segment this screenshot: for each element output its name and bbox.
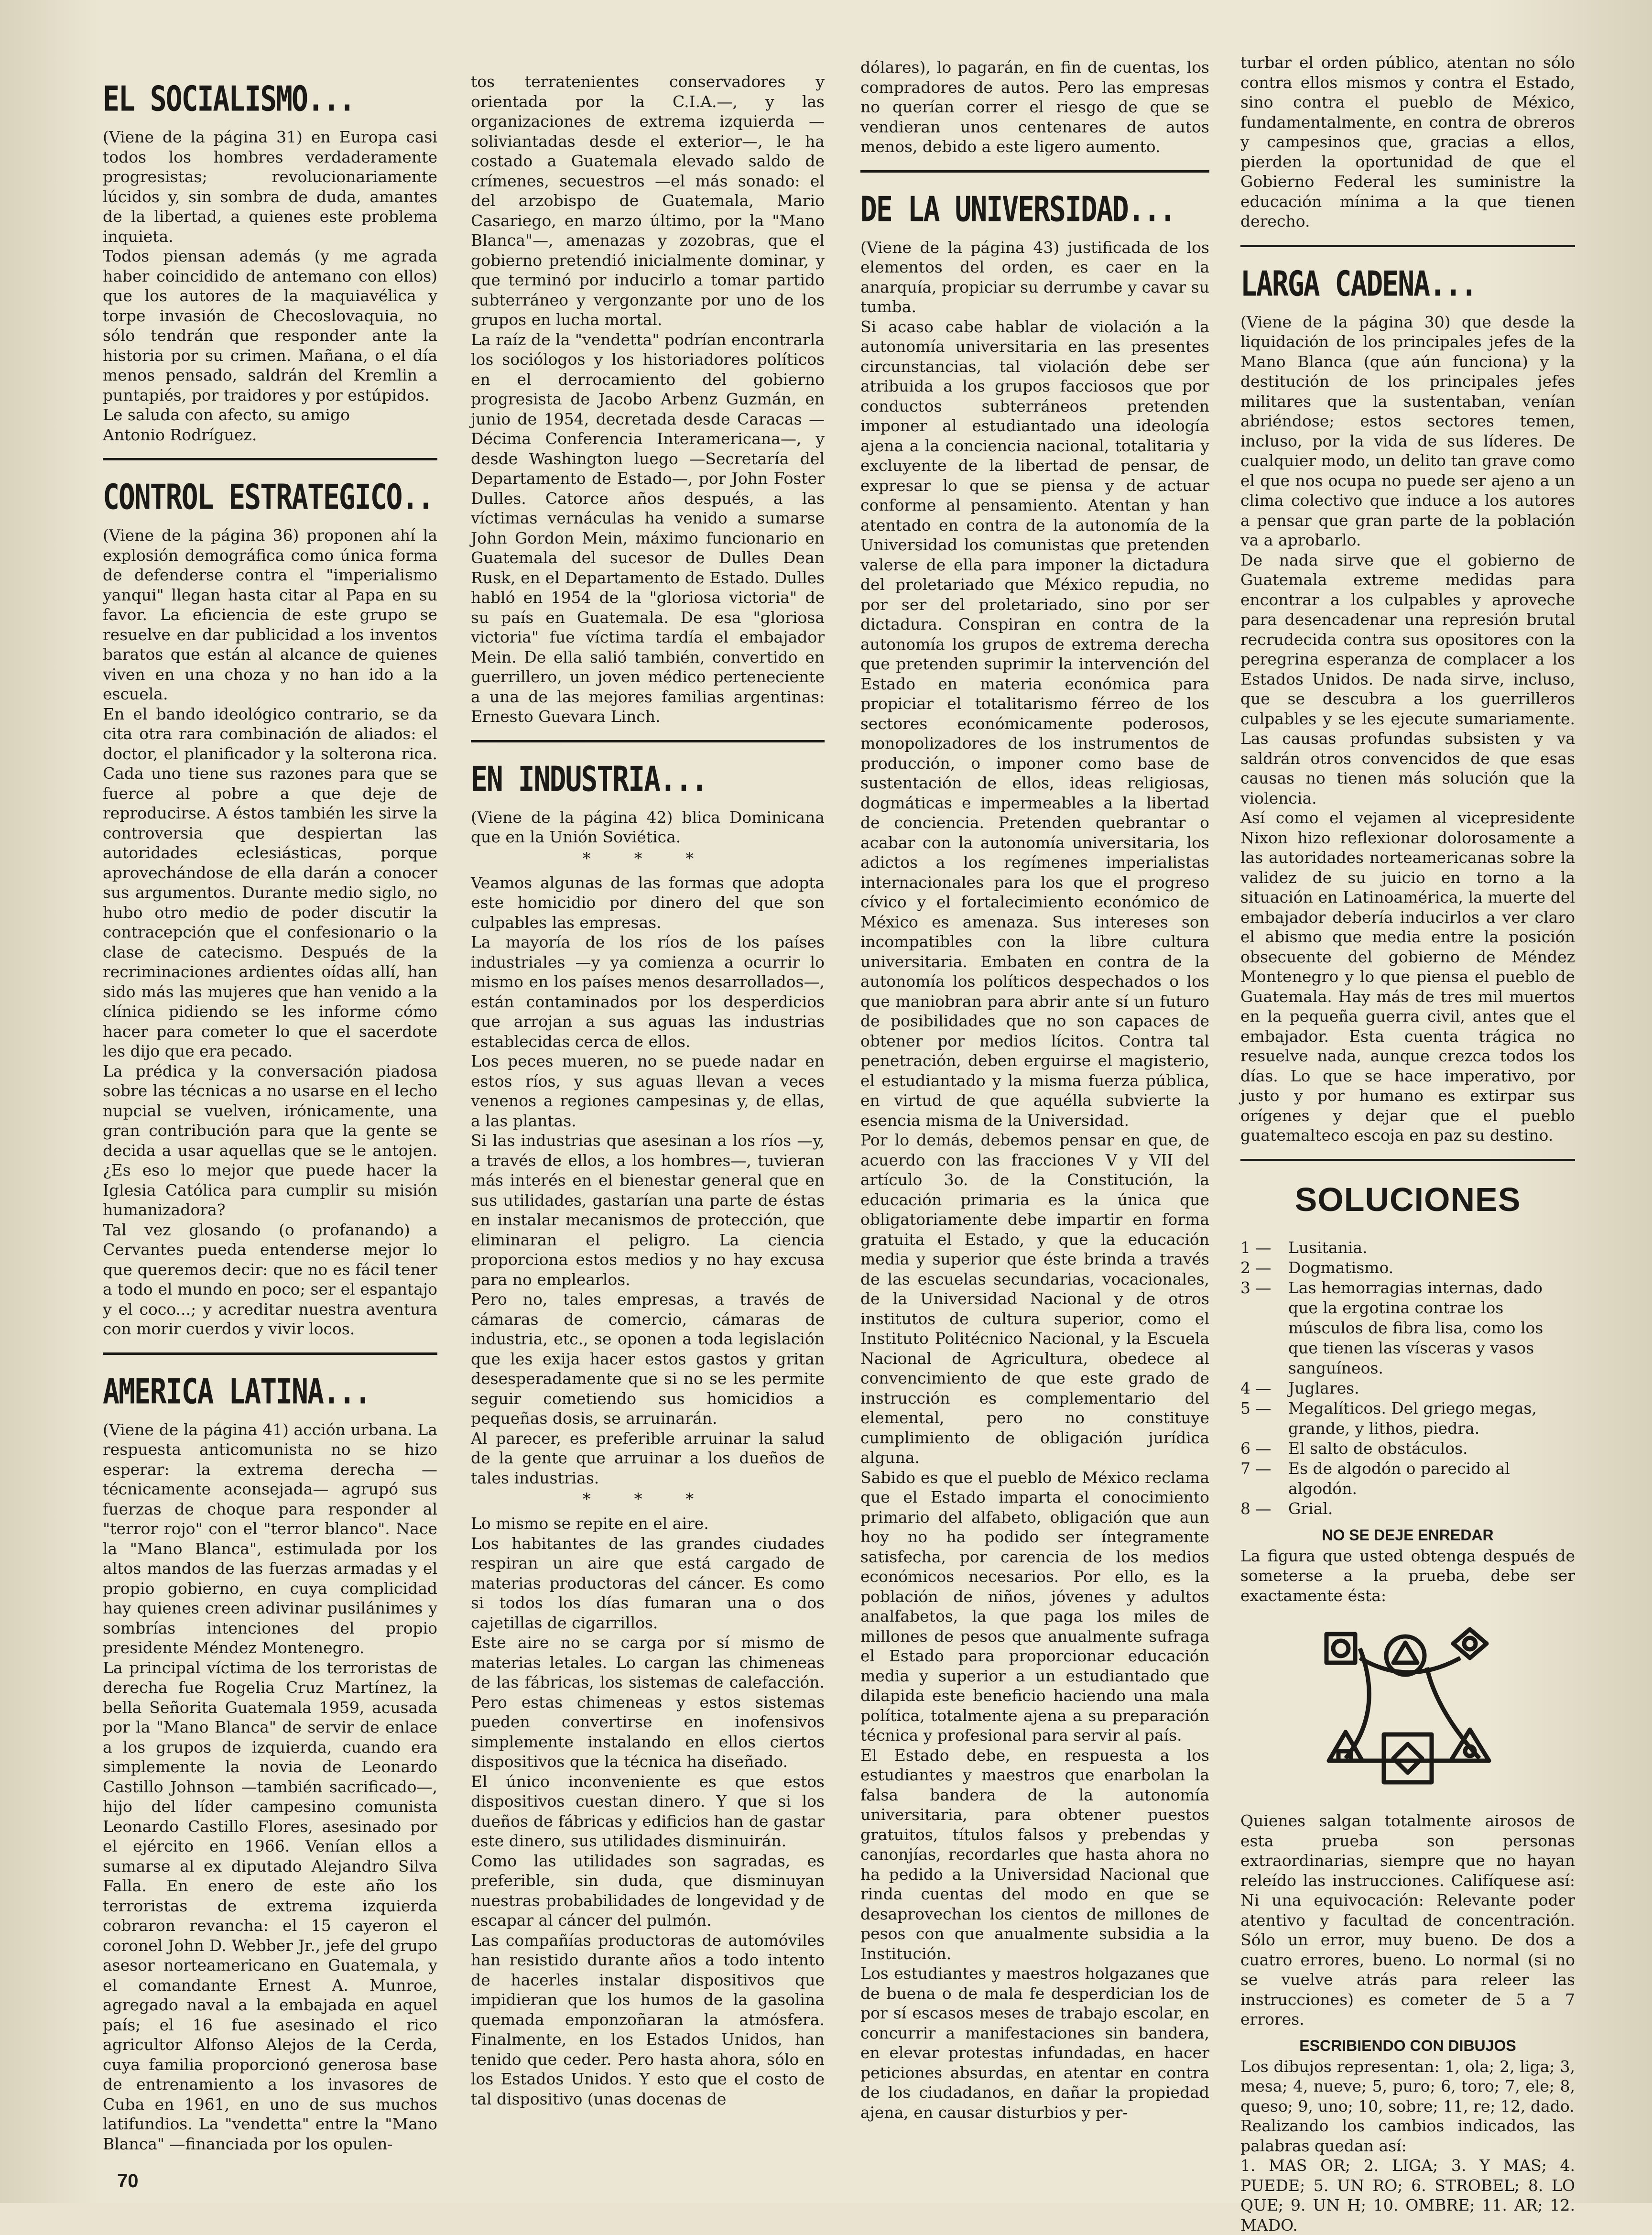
item-number: 8 — xyxy=(1240,1499,1288,1519)
column-3 xyxy=(860,57,1209,2122)
subheading: ESCRIBIENDO CON DIBUJOS xyxy=(1240,2037,1575,2055)
divider xyxy=(471,740,825,742)
article-text: La figura que usted obtenga después de someterse a la prueba, debe ser exactamente ésta: xyxy=(1240,1546,1575,1606)
article-title: EN INDUSTRIA... xyxy=(471,762,825,796)
list-item xyxy=(1240,1398,1575,1439)
article-text: Los dibujos representan: 1, ola; 2, liga; 3, mesa; 4, nueve; 5, puro; 6, toro; 7, ele; 8, queso; 9, uno; 10, sobre; 11, re; 12, dado. Realizando los cambios indicados, las palabras quedan así: 1. MAS OR; 2. LIGA; 3. Y MAS; 4. PUEDE; 5. UN RO; 6. STROBEL; 8. LO QUE; 9. UN H; 10. OMBRE; 11. AR; 12. MADO. xyxy=(1240,2057,1575,2235)
list-item xyxy=(1240,1499,1575,1519)
item-text: Es de algodón o parecido al algodón. xyxy=(1288,1459,1575,1499)
puzzle-figure-icon xyxy=(1240,1615,1575,1806)
page-number: 70 xyxy=(117,2170,139,2192)
item-number: 7 — xyxy=(1240,1459,1288,1499)
item-number: 1 — xyxy=(1240,1238,1288,1258)
divider xyxy=(860,170,1209,173)
column-4 xyxy=(1240,53,1575,2235)
list-item xyxy=(1240,1238,1575,1258)
column-2 xyxy=(471,72,825,2109)
article-text: dólares), lo pagarán, en fin de cuentas, los compradores de autos. Pero las empresas no querían correr el riesgo de que se vendieran unos centenares de autos menos, debido a este ligero aumento. xyxy=(860,57,1209,157)
article-title: AMERICA LATINA... xyxy=(103,1374,437,1409)
item-text: Lusitania. xyxy=(1288,1238,1368,1258)
article-text: Quienes salgan totalmente airosos de esta prueba son personas extraordinarias, siempre que no hayan releído las instrucciones. Califíquese así: Ni una equivocación: Relevante poder atentivo y facultad de concentración. Sólo un error, muy bueno. De dos a cuatro errores, bueno. Lo normal (si no se vuelve atrás para releer las instrucciones) es cometer de 5 a 7 errores. xyxy=(1240,1811,1575,2029)
list-item xyxy=(1240,1439,1575,1459)
item-number: 4 — xyxy=(1240,1378,1288,1398)
divider xyxy=(1240,245,1575,247)
item-text: Grial. xyxy=(1288,1499,1333,1519)
article-text: tos terratenientes conservadores y orientada por la C.I.A.—, y las organizaciones de extrema izquierda —soliviantadas desde el exterior—, le ha costado a Guatemala elevado saldo de crímenes, secuestros —el más sonado: el del arzobispo de Guatemala, Mario Casariego, en marzo último, por la "Mano Blanca"—, amenazas y zozobras, que el gobierno pretendió inicialmente dominar, y que terminó por inducirlo a tomar partido subterráneo y vergonzante por uno de los grupos en lucha mortal. La raíz de la "vendetta" podrían encontrarla los sociólogos y los historiadores políticos en el derrocamiento del gobierno progresista de Jacobo Arbenz Guzmán, en junio de 1954, decretada desde Caracas —Décima Conferencia Interamericana—, y desde Washington luego —Secretaría del Departamento de Estado—, por John Foster Dulles. Catorce años después, a las víctimas vernáculas ha venido a sumarse John Gordon Mein, máximo funcionario en Guatemala del sucesor de Dulles Dean Rusk, en el Departamento de Estado. Dulles habló en 1954 de la "gloriosa victoria" de su país en Guatemala. De esa "gloriosa victoria" fue víctima tardía el embajador Mein. De ella salió también, convertido en guerrillero, un joven médico perteneciente a una de las mejores familias argentinas: Ernesto Guevara Linch. xyxy=(471,72,825,727)
divider xyxy=(103,458,437,460)
divider xyxy=(1240,1159,1575,1161)
item-number: 6 — xyxy=(1240,1439,1288,1459)
item-text: El salto de obstáculos. xyxy=(1288,1439,1468,1459)
article-title: LARGA CADENA... xyxy=(1240,266,1575,301)
article-text: Lo mismo se repite en el aire. Los habitantes de las grandes ciudades respiran un aire que está cargado de materias productoras del cáncer. Es como si todos los días fumaran una o dos cajetillas de cigarrillos. Este aire no se carga por sí mismo de materias letales. Lo cargan las chimeneas de las fábricas, los sistemas de calefacción. Pero estas chimeneas y estos sistemas pueden convertirse en inofensivos simplemente instalando en ellos ciertos dispositivos que la técnica ha diseñado. El único inconveniente es que estos dispositivos cuestan dinero. Y que si los dueños de fábricas y edificios han de gastar este dinero, sus utilidades disminuirán. Como las utilidades son sagradas, es preferible, sin duda, que disminuyan nuestras probabilidades de longevidad y de escapar al cáncer del pulmón. Las compañías productoras de automóviles han resistido durante años a todo intento de hacerles instalar dispositivos que impidieran que los humos de la gasolina quemada emponzoñaran la atmósfera. Finalmente, en los Estados Unidos, han tenido que ceder. Pero hasta ahora, sólo en los Estados Unidos. Y esto que el costo de tal dispositivo (unas docenas de xyxy=(471,1514,825,2109)
item-text: Juglares. xyxy=(1288,1378,1359,1398)
list-item xyxy=(1240,1459,1575,1499)
item-text: Dogmatismo. xyxy=(1288,1258,1393,1278)
article-text: turbar el orden público, atentan no sólo contra ellos mismos y contra el Estado, sino contra el pueblo de México, fundamentalmente, en contra de obreros y campesinos que, gracias a ellos, pierden la oportunidad de que el Gobierno Federal les suministre la educación mínima a la que tienen derecho. xyxy=(1240,53,1575,231)
article-text: (Viene de la página 43) justificada de los elementos del orden, es caer en la anarquía, propiciar su derrumbe y cavar su tumba. Si acaso cabe hablar de violación a la autonomía universitaria en las presentes circunstancias, tal violación debe ser atribuida a los grupos facciosos que por conductos subterráneos pretenden imponer al estudiantado una ideología ajena a la conciencia nacional, totalitaria y excluyente de la libertad de pensar, de expresar lo que se piensa y de actuar conforme al pensamiento. Atentan y han atentado en contra de la autonomía de la Universidad los comunistas que pretenden valerse de ella para imponer la dictadura del proletariado que México repudia, no por ser del proletariado, sino por ser dictadura. Conspiran en contra de la autonomía los grupos de extrema derecha que pretenden suprimir la intervención del Estado en materia económica para propiciar el totalitarismo férreo de los sectores económicamente poderosos, monopolizadores de los instrumentos de producción, o imponer como base de sustentación de ellos, ideas religiosas, dogmáticas e impermeables a la libertad de conciencia. Pretenden quebrantar o acabar con la autonomía universitaria, los adictos a los regímenes imperialistas internacionales para los que el progreso cívico y el fortalecimiento económico de México es amenaza. Sus intereses son incompatibles con la libre cultura universitaria. Embaten en contra de la autonomía los políticos despechados o los que maniobran para abrir ante sí un futuro de posibilidades que no son capaces de obtener por medios lícitos. Contra tal penetración, deben erguirse el magisterio, el estudiantado y la misma fuerza pública, en virtud de que aquélla subvierte la esencia misma de la Universidad. Por lo demás, debemos pensar en que, de acuerdo con las fracciones V y VII del artículo 3o. de la Constitución, la educación primaria es la única que obligatoriamente debe impartir en forma gratuita el Estado, y que la educación media y superior que éste brinda a través de las escuelas secundarias, vocacionales, de la Universidad Nacional y de otros institutos de cultura superior, como el Instituto Politécnico Nacional, y la Escuela Nacional de Agricultura, obedece al convencimiento de que este grado de instrucción es complementario del elemental, pero no constituye cumplimiento de obligación jurídica alguna. Sabido es que el pueblo de México reclama que el Estado imparta el conocimiento primario del alfabeto, obligación que aun hoy no ha podido ser íntegramente satisfecha, por carencia de los medios económicos necesarios. Por ello, es la población de niños, jóvenes y adultos analfabetos, la que paga los miles de millones de pesos que anualmente sufraga el Estado para proporcionar educación media y superior a un estudiantado que dilapida este beneficio haciendo una mala política, totalmente ajena a su preparación técnica y profesional para servir al país. El Estado debe, en respuesta a los estudiantes y maestros que enarbolan la falsa bandera de la autonomía universitaria, para obtener puestos gratuitos, títulos falsos y prebendas y canonjías, recordarles que hasta ahora no ha pedido a la Universidad Nacional que rinda cuentas del modo en que se desaprovechan los cientos de millones de pesos con que anualmente subsidia a la Institución. Los estudiantes y maestros holgazanes que de buena o de mala fe desperdician los de por sí escasos meses de trabajo escolar, en concurrir a manifestaciones sin bandera, en elevar protestas infundadas, en hacer peticiones absurdas, en atentar en contra de los ciudadanos, en dañar la propiedad ajena, en causar disturbios y per- xyxy=(860,238,1209,2123)
item-number: 3 — xyxy=(1240,1278,1288,1378)
article-text: (Viene de la página 31) en Europa casi todos los hombres verdaderamente progresistas; revolucionariamente lúcidos y, sin sombra de duda, amantes de la libertad, a quienes este problema inquieta. Todos piensan además (y me agrada haber coincidido de antemano con ellos) que los autores de la maquiavélica y torpe invasión de Checoslovaquia, no sólo tendrán que responder ante la historia por su crimen. Mañana, o el día menos pensado, saldrán del Kremlin a puntapiés, por traidores y por estúpidos. Le saluda con afecto, su amigo Antonio Rodríguez. xyxy=(103,127,437,445)
solutions-list xyxy=(1240,1238,1575,1519)
article-title: CONTROL ESTRATEGICO.. xyxy=(103,480,437,514)
puzzle-figure-icon xyxy=(1317,1615,1499,1797)
article-title: EL SOCIALISMO... xyxy=(103,81,437,116)
soluciones-title: SOLUCIONES xyxy=(1240,1180,1575,1219)
item-text: Las hemorragias internas, dado que la ergotina contrae los músculos de fibra lisa, como los que tienen las vísceras y vasos sanguíneos. xyxy=(1288,1278,1575,1378)
list-item xyxy=(1240,1278,1575,1378)
divider xyxy=(103,1352,437,1355)
section-stars: * * * xyxy=(471,849,825,868)
article-text: (Viene de la página 41) acción urbana. La respuesta anticomunista no se hizo esperar: la extrema derecha —técnicamente aconsejada— agrupó sus fuerzas de choque para responder al "terror rojo" con el "terror blanco". Nace la "Mano Blanca", estimulada por los altos mandos de las fuerzas armadas y el propio gobierno, en cuya complicidad hay quienes creen adivinar pusilánimes y sombrías intenciones del propio presidente Méndez Montenegro. La principal víctima de los terroristas de derecha fue Rogelia Cruz Martínez, la bella Señorita Guatemala 1959, acusada por la "Mano Blanca" de servir de enlace a los grupos de izquierda, cuando era simplemente la novia de Leonardo Castillo Johnson —también sacrificado—, hijo del líder campesino comunista Leonardo Castillo Flores, asesinado por el ejército en 1966. Venían ellos a sumarse al ex diputado Alejandro Silva Falla. En enero de este año los terroristas de extrema izquierda cobraron revancha: el 15 cayeron el coronel John D. Webber Jr., jefe del grupo asesor norteamericano en Guatemala, y el comandante Ernest A. Munroe, agregado naval a la embajada en aquel país; el 16 fue asesinado el rico agricultor Alfonso Alejos de la Cerda, cuya familia proporcionó generosa base de entrenamiento a los invasores de Cuba en 1961, en uno de sus muchos latifundios. La "vendetta" entre la "Mano Blanca" —financiada por los opulen- xyxy=(103,1420,437,2154)
article-text: (Viene de la página 36) proponen ahí la explosión demográfica como única forma de defenderse contra el "imperialismo yanqui" llegan hasta citar al Papa en su favor. La eficiencia de este grupo se resuelve en dar publicidad a los inventos baratos que están al alcance de quienes viven en una choza y no han ido a la escuela. En el bando ideológico contrario, se da cita otra rara combinación de aliados: el doctor, el planificador y la solterona rica. Cada uno tiene sus razones para que se fuerce al pobre a que deje de reproducirse. A éstos también les sirve la controversia que despiertan las autoridades eclesiásticas, porque aprovechándose de ella darán a conocer sus argumentos. Durante medio siglo, no hubo otro medio de poder discutir la contracepción que el confesionario o la clase de catecismo. Después de la recriminaciones ardientes oídas allí, han sido más las mujeres que han venido a la clínica pidiendo se les informe cómo hacer para cometer lo que el sacerdote les dijo que era pecado. La prédica y la conversación piadosa sobre las técnicas a no usarse en el lecho nupcial se vuelven, irónicamente, una gran contribución para que la gente se decida a usar aquellas que se le antojen. ¿Es eso lo mejor que puede hacer la Iglesia Católica para cumplir su misión humanizadora? Tal vez glosando (o profanando) a Cervantes pueda entenderse mejor lo que queremos decir: que no es fácil tener a todo el mundo en poco; ser el espantajo y el coco...; y acreditar nuestra aventura con morir cuerdos y vivir locos. xyxy=(103,525,437,1339)
list-item xyxy=(1240,1378,1575,1398)
subheading: NO SE DEJE ENREDAR xyxy=(1240,1526,1575,1544)
column-1 xyxy=(103,62,437,2154)
item-number: 2 — xyxy=(1240,1258,1288,1278)
article-text: (Viene de la página 42) blica Dominicana que en la Unión Soviética. xyxy=(471,807,825,847)
article-text: (Viene de la página 30) que desde la liquidación de los principales jefes de la Mano Blanca (que aún funciona) y la destitución de los principales jefes militares que la sustentaban, venían abriéndose; estos sectores temen, incluso, por la vida de sus líderes. De cualquier modo, un delito tan grave como el que nos ocupa no puede ser ajeno a un clima colectivo que induce a los autores a pensar que gran parte de la población va a aprobarlo. De nada sirve que el gobierno de Guatemala extreme medidas para encontrar a los culpables y aproveche para desencadenar una represión brutal recrudecida contra sus opositores con la peregrina esperanza de complacer a los Estados Unidos. De nada sirve, incluso, que se descubra a los guerrilleros culpables y se les ejecute sumariamente. Las causas profundas subsisten y va saldrán otros convencidos de que esas causas no tienen más solución que la violencia. Así como el vejamen al vicepresidente Nixon hizo reflexionar dolorosamente a las autoridades norteamericanas sobre la validez de su juicio en torno a la situación en Latinoamérica, la muerte del embajador debería inducirlos a ver claro el abismo que media entre la posición obsecuente del gobierno de Méndez Montenegro y lo que piensa el pueblo de Guatemala. Hay más de tres mil muertos en la pequeña guerra civil, antes que el embajador. Esta cuenta trágica no resuelve nada, aunque crezca todos los días. Lo que se hace imperativo, por justo y por humano es extirpar sus orígenes y dejar que el pueblo guatemalteco escoja en paz su destino. xyxy=(1240,312,1575,1145)
article-text: Veamos algunas de las formas que adopta este homicidio por dinero del que son culpables las empresas. La mayoría de los ríos de los países industriales —y ya comienza a ocurrir lo mismo en los países menos desarrollados—, están contaminados por los desperdicios que arrojan a sus aguas las industrias establecidas cerca de ellos. Los peces mueren, no se puede nadar en estos ríos, y sus aguas llevan a veces venenos a regiones campesinas y, de ellas, a las plantas. Si las industrias que asesinan a los ríos —y, a través de ellos, a los hombres—, tuvieran más interés en el bienestar general que en sus utilidades, gastarían una parte de éstas en instalar mecanismos de protección, que eliminaran el peligro. La ciencia proporciona estos medios y no hay excusa para no emplearlos. Pero no, tales empresas, a través de cámaras de comercio, cámaras de industria, etc., se oponen a toda legislación que les exija hacer estos gastos y gritan desesperadamente que si no se les permite seguir cometiendo sus homicidios a pequeñas dosis, se arruinarán. Al parecer, es preferible arruinar la salud de la gente que arruinar a los dueños de tales industrias. xyxy=(471,873,825,1488)
list-item xyxy=(1240,1258,1575,1278)
item-number: 5 — xyxy=(1240,1398,1288,1439)
section-stars: * * * xyxy=(471,1490,825,1509)
item-text: Megalíticos. Del griego megas, grande, y lithos, piedra. xyxy=(1288,1398,1575,1439)
article-title: DE LA UNIVERSIDAD... xyxy=(860,192,1209,227)
